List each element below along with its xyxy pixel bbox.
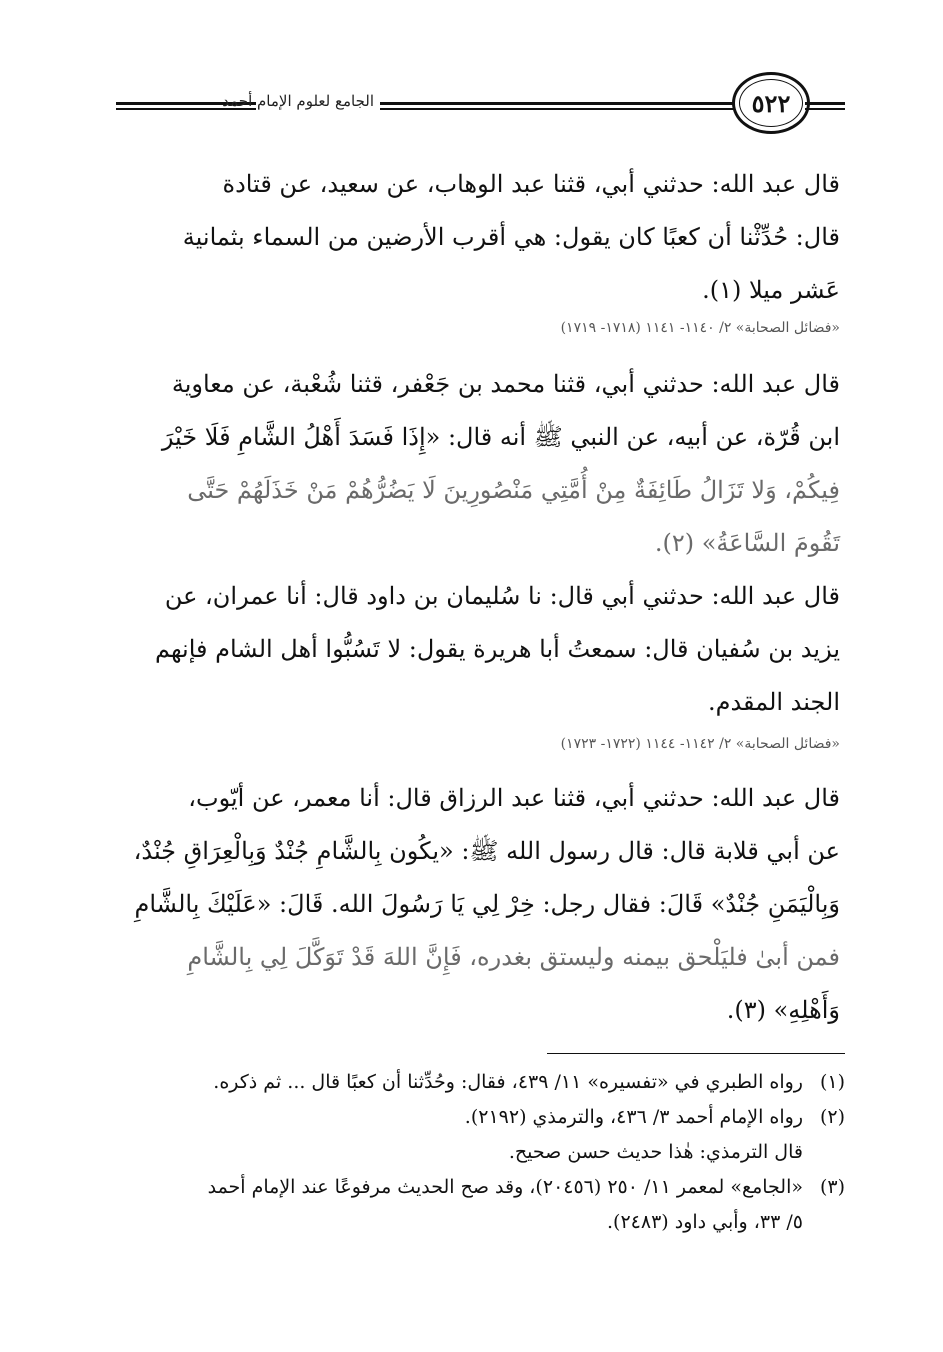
- text-line: عَشر ميلا (١).: [702, 276, 840, 304]
- text-line: وَأَهْلِهِ» (٣).: [726, 996, 840, 1024]
- text-line: قال: حُدِّثْنا أن كعبًا كان يقول: هي أقرب الأرضين من السماء بثمانية: [182, 223, 840, 251]
- text-line: قال عبد الله: حدثني أبي، قثنا محمد بن جَعْفر، قثنا شُعْبة، عن معاوية: [171, 370, 840, 398]
- page-header: [100, 70, 845, 140]
- footnote-item: [100, 1100, 845, 1135]
- page-number-badge: [732, 72, 810, 134]
- hadith-text-line: فِيكُمْ، وَلا تَزَالُ طَائِفَةٌ مِنْ أُمَّتِي مَنْصُورِينَ لَا يَضُرُّهُمْ مَنْ خَذَلَهُمْ حَتَّى: [187, 476, 840, 504]
- footnote-number: (١): [819, 1071, 845, 1093]
- footnote-item: [100, 1170, 845, 1205]
- text-line: قال عبد الله: حدثني أبي قال: نا سُليمان بن داود قال: أنا عمران، عن: [164, 582, 840, 610]
- text-line: الجند المقدم.: [707, 688, 840, 716]
- footnotes: [100, 1065, 845, 1240]
- page-number: ٥٢٢: [751, 88, 791, 118]
- text-line: يزيد بن سُفيان قال: سمعتُ أبا هريرة يقول: لا تَسُبُّوا أهل الشام فإنهم: [154, 635, 840, 663]
- text-line: قال عبد الله: حدثني أبي، قثنا عبد الرزاق قال: أنا معمر، عن أيّوب،: [188, 784, 840, 812]
- hadith-text-line: فمن أبىٰ فليَلْحق بيمنه وليستق بغدره، فَإِنَّ اللهَ قَدْ تَوَكَّلَ لِي بِالشَّامِ: [187, 943, 840, 971]
- running-title: الجامع لعلوم الإمام أحمد: [222, 92, 374, 110]
- hadith-text-line: تَقُومَ السَّاعَةُ» (٢).: [654, 529, 840, 557]
- paragraph-4: [108, 772, 840, 1037]
- footnote-number: (٢): [819, 1106, 845, 1128]
- footnote-text: ٥/ ٣٣، وأبي داود (٢٤٨٣).: [607, 1211, 803, 1233]
- footnote-text: قال الترمذي: هٰذا حديث حسن صحيح.: [508, 1141, 803, 1163]
- paragraph-2: [108, 358, 840, 570]
- footnote-text: «الجامع» لمعمر ١١/ ٢٥٠ (٢٠٤٥٦)، وقد صح الحديث مرفوعًا عند الإمام أحمد: [207, 1176, 803, 1198]
- text-line: ابن قُرّة، عن أبيه، عن النبي ﷺ أنه قال: «إِذَا فَسَدَ أَهْلُ الشَّامِ فَلَا خَيْرَ: [161, 423, 840, 451]
- footnote-item: [100, 1065, 845, 1100]
- footnote-continuation: [100, 1205, 845, 1240]
- text-line: وَبِالْيَمَنِ جُنْدٌ» قَالَ: فقال رجل: خِرْ لِي يَا رَسُولَ الله. قَالَ: «عَلَيْكَ بِالشَّامِ: [134, 890, 840, 918]
- text-line: عن أبي قلابة قال: قال رسول الله ﷺ: «يكُون بِالشَّامِ جُنْدٌ وَبِالْعِرَاقِ جُنْدٌ،: [133, 837, 840, 865]
- header-rule-right: [805, 102, 845, 110]
- footnote-text: رواه الطبري في «تفسيره» ١١/ ٤٣٩، فقال: وحُدِّثنا أن كعبًا قال ... ثم ذكره.: [213, 1071, 803, 1093]
- footnote-text: رواه الإمام أحمد ٣/ ٤٣٦، والترمذي (٢١٩٢).: [464, 1106, 803, 1128]
- text-line: قال عبد الله: حدثني أبي، قثنا عبد الوهاب، عن سعيد، عن قتادة: [222, 170, 840, 198]
- footnote-continuation: [100, 1135, 845, 1170]
- source-citation-2: «فضائل الصحابة» ٢/ ١١٤٢- ١١٤٤ (١٧٢٢- ١٧٢٣): [560, 736, 840, 752]
- footnote-number: (٣): [819, 1176, 845, 1198]
- paragraph-3: [108, 570, 840, 729]
- paragraph-1: [108, 158, 840, 317]
- source-citation-1: «فضائل الصحابة» ٢/ ١١٤٠- ١١٤١ (١٧١٨- ١٧١٩): [560, 320, 840, 336]
- footnote-separator: [547, 1053, 845, 1054]
